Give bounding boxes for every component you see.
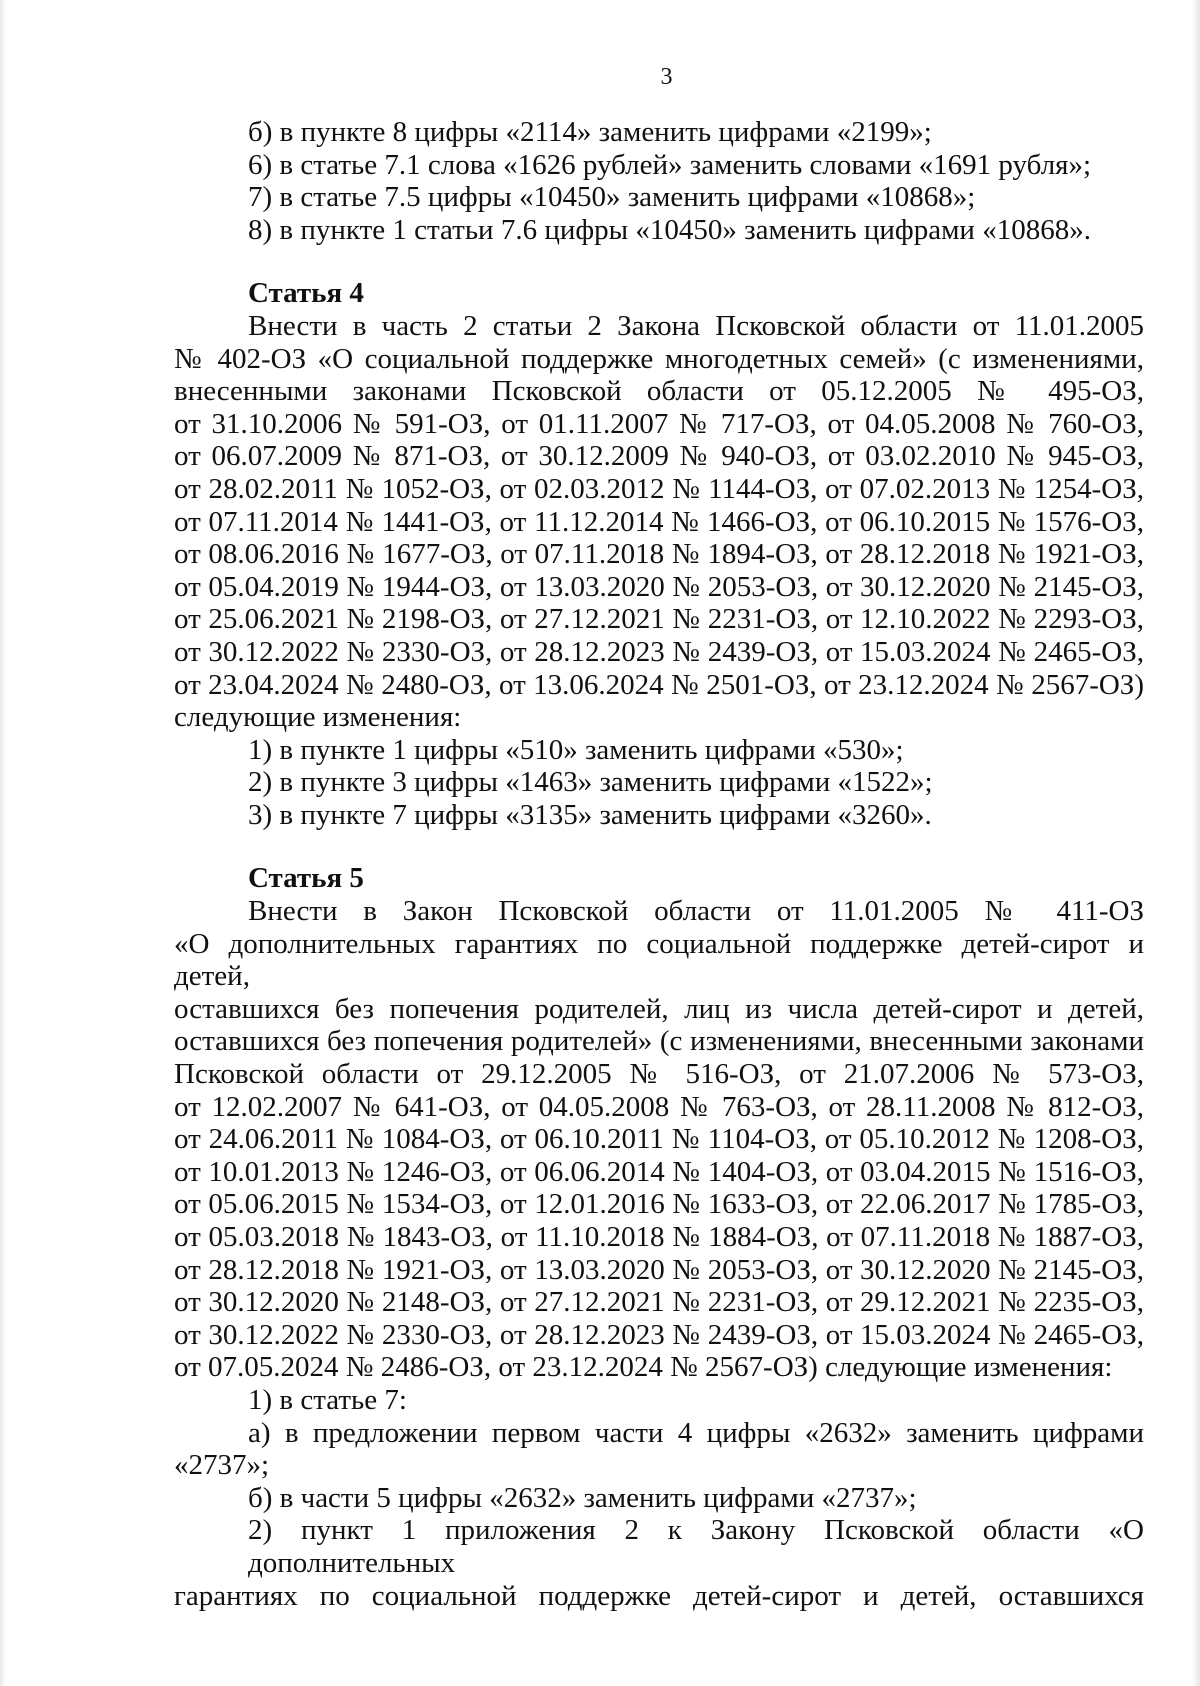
article-5-line-10: от 05.03.2018 № 1843-ОЗ, от 11.10.2018 № 1884-ОЗ, от 07.11.2018 № 1887-ОЗ, xyxy=(174,1221,1144,1253)
article-5-line-3: оставшихся без попечения родителей, лиц из числа детей-сирот и детей, xyxy=(174,992,1144,1025)
article-5-item-2: а) в предложении первом части 4 цифры «2632» заменить цифрами xyxy=(248,1416,1144,1449)
article-5-line-1: Внести в Закон Псковской области от 11.01.2005 № 411-ОЗ xyxy=(248,895,1144,928)
article-4-item-1: 1) в пункте 1 цифры «510» заменить цифрами «530»; xyxy=(248,733,904,766)
article-4-line-11: от 30.12.2022 № 2330-ОЗ, от 28.12.2023 № 2439-ОЗ, от 15.03.2024 № 2465-ОЗ, xyxy=(174,635,1144,668)
article-5-item-3: «2737»; xyxy=(174,1449,270,1482)
article-5-line-7: от 24.06.2011 № 1084-ОЗ, от 06.10.2011 № 1104-ОЗ, от 05.10.2012 № 1208-ОЗ, xyxy=(174,1123,1144,1156)
article-5-item-1: 1) в статье 7: xyxy=(248,1383,407,1416)
article-4-line-3: внесенными законами Псковской области от 05.12.2005 № 495-ОЗ, xyxy=(174,375,1144,408)
article-5-line-11: от 28.12.2018 № 1921-ОЗ, от 13.03.2020 № 2053-ОЗ, от 30.12.2020 № 2145-ОЗ, xyxy=(174,1253,1144,1286)
article-5-line-12: от 30.12.2020 № 2148-ОЗ, от 27.12.2021 № 2231-ОЗ, от 29.12.2021 № 2235-ОЗ, xyxy=(174,1286,1144,1319)
article-4-line-6: от 28.02.2011 № 1052-ОЗ, от 02.03.2012 № 1144-ОЗ, от 07.02.2013 № 1254-ОЗ, xyxy=(174,472,1144,505)
article-5-line-6: от 12.02.2007 № 641-ОЗ, от 04.05.2008 № 763-ОЗ, от 28.11.2008 № 812-ОЗ, xyxy=(174,1090,1144,1123)
intro-line-3: 7) в статье 7.5 цифры «10450» заменить цифрами «10868»; xyxy=(248,181,976,214)
article-4-line-2: № 402-ОЗ «О социальной поддержке многодетных семей» (с изменениями, xyxy=(174,342,1144,375)
document-body xyxy=(174,116,1144,1612)
article-5-line-2: «О дополнительных гарантиях по социальной поддержке детей-сирот и детей, xyxy=(174,927,1144,993)
article-4-line-1: Внести в часть 2 статьи 2 Закона Псковской области от 11.01.2005 xyxy=(248,309,1144,342)
scan-edge-right xyxy=(1192,0,1200,1686)
article-5-item-6: гарантиях по социальной поддержке детей-сирот и детей, оставшихся xyxy=(174,1579,1144,1612)
article-5-line-14: от 07.05.2024 № 2486-ОЗ, от 23.12.2024 № 2567-ОЗ) следующие изменения: xyxy=(174,1351,1113,1384)
article-5-line-13: от 30.12.2022 № 2330-ОЗ, от 28.12.2023 № 2439-ОЗ, от 15.03.2024 № 2465-ОЗ, xyxy=(174,1318,1144,1351)
intro-line-1: б) в пункте 8 цифры «2114» заменить цифрами «2199»; xyxy=(248,116,932,148)
article-4-line-8: от 08.06.2016 № 1677-ОЗ, от 07.11.2018 № 1894-ОЗ, от 28.12.2018 № 1921-ОЗ, xyxy=(174,538,1144,571)
article-4-line-9: от 05.04.2019 № 1944-ОЗ, от 13.03.2020 № 2053-ОЗ, от 30.12.2020 № 2145-ОЗ, xyxy=(174,570,1144,603)
article-4-item-3: 3) в пункте 7 цифры «3135» заменить цифрами «3260». xyxy=(248,798,932,831)
article-4-line-10: от 25.06.2021 № 2198-ОЗ, от 27.12.2021 № 2231-ОЗ, от 12.10.2022 № 2293-ОЗ, xyxy=(174,603,1144,636)
article-5-line-8: от 10.01.2013 № 1246-ОЗ, от 06.06.2014 № 1404-ОЗ, от 03.04.2015 № 1516-ОЗ, xyxy=(174,1155,1144,1188)
article-5-line-5: Псковской области от 29.12.2005 № 516-ОЗ, от 21.07.2006 № 573-ОЗ, xyxy=(174,1058,1144,1091)
article-5-heading: Статья 5 xyxy=(248,862,364,895)
page-number: 3 xyxy=(660,64,673,90)
article-4-line-12: от 23.04.2024 № 2480-ОЗ, от 13.06.2024 № 2501-ОЗ, от 23.12.2024 № 2567-ОЗ) xyxy=(174,668,1144,701)
article-4-line-4: от 31.10.2006 № 591-ОЗ, от 01.11.2007 № 717-ОЗ, от 04.05.2008 № 760-ОЗ, xyxy=(174,407,1144,440)
article-5-item-4: б) в части 5 цифры «2632» заменить цифрами «2737»; xyxy=(248,1481,917,1514)
article-4-line-13: следующие изменения: xyxy=(174,701,462,734)
scan-edge-left xyxy=(0,0,6,1686)
article-5-item-5: 2) пункт 1 приложения 2 к Закону Псковской области «О дополнительных xyxy=(248,1514,1144,1579)
article-5-line-9: от 05.06.2015 № 1534-ОЗ, от 12.01.2016 № 1633-ОЗ, от 22.06.2017 № 1785-ОЗ, xyxy=(174,1188,1144,1221)
intro-line-4: 8) в пункте 1 статьи 7.6 цифры «10450» заменить цифрами «10868». xyxy=(248,213,1091,246)
article-5-line-4: оставшихся без попечения родителей» (с изменениями, внесенными законами xyxy=(174,1025,1144,1058)
article-4-item-2: 2) в пункте 3 цифры «1463» заменить цифрами «1522»; xyxy=(248,766,933,799)
intro-line-2: 6) в статье 7.1 слова «1626 рублей» заменить словами «1691 рубля»; xyxy=(248,148,1092,181)
article-4-line-5: от 06.07.2009 № 871-ОЗ, от 30.12.2009 № 940-ОЗ, от 03.02.2010 № 945-ОЗ, xyxy=(174,440,1144,473)
article-4-line-7: от 07.11.2014 № 1441-ОЗ, от 11.12.2014 № 1466-ОЗ, от 06.10.2015 № 1576-ОЗ, xyxy=(174,505,1144,538)
article-4-heading: Статья 4 xyxy=(248,277,364,310)
